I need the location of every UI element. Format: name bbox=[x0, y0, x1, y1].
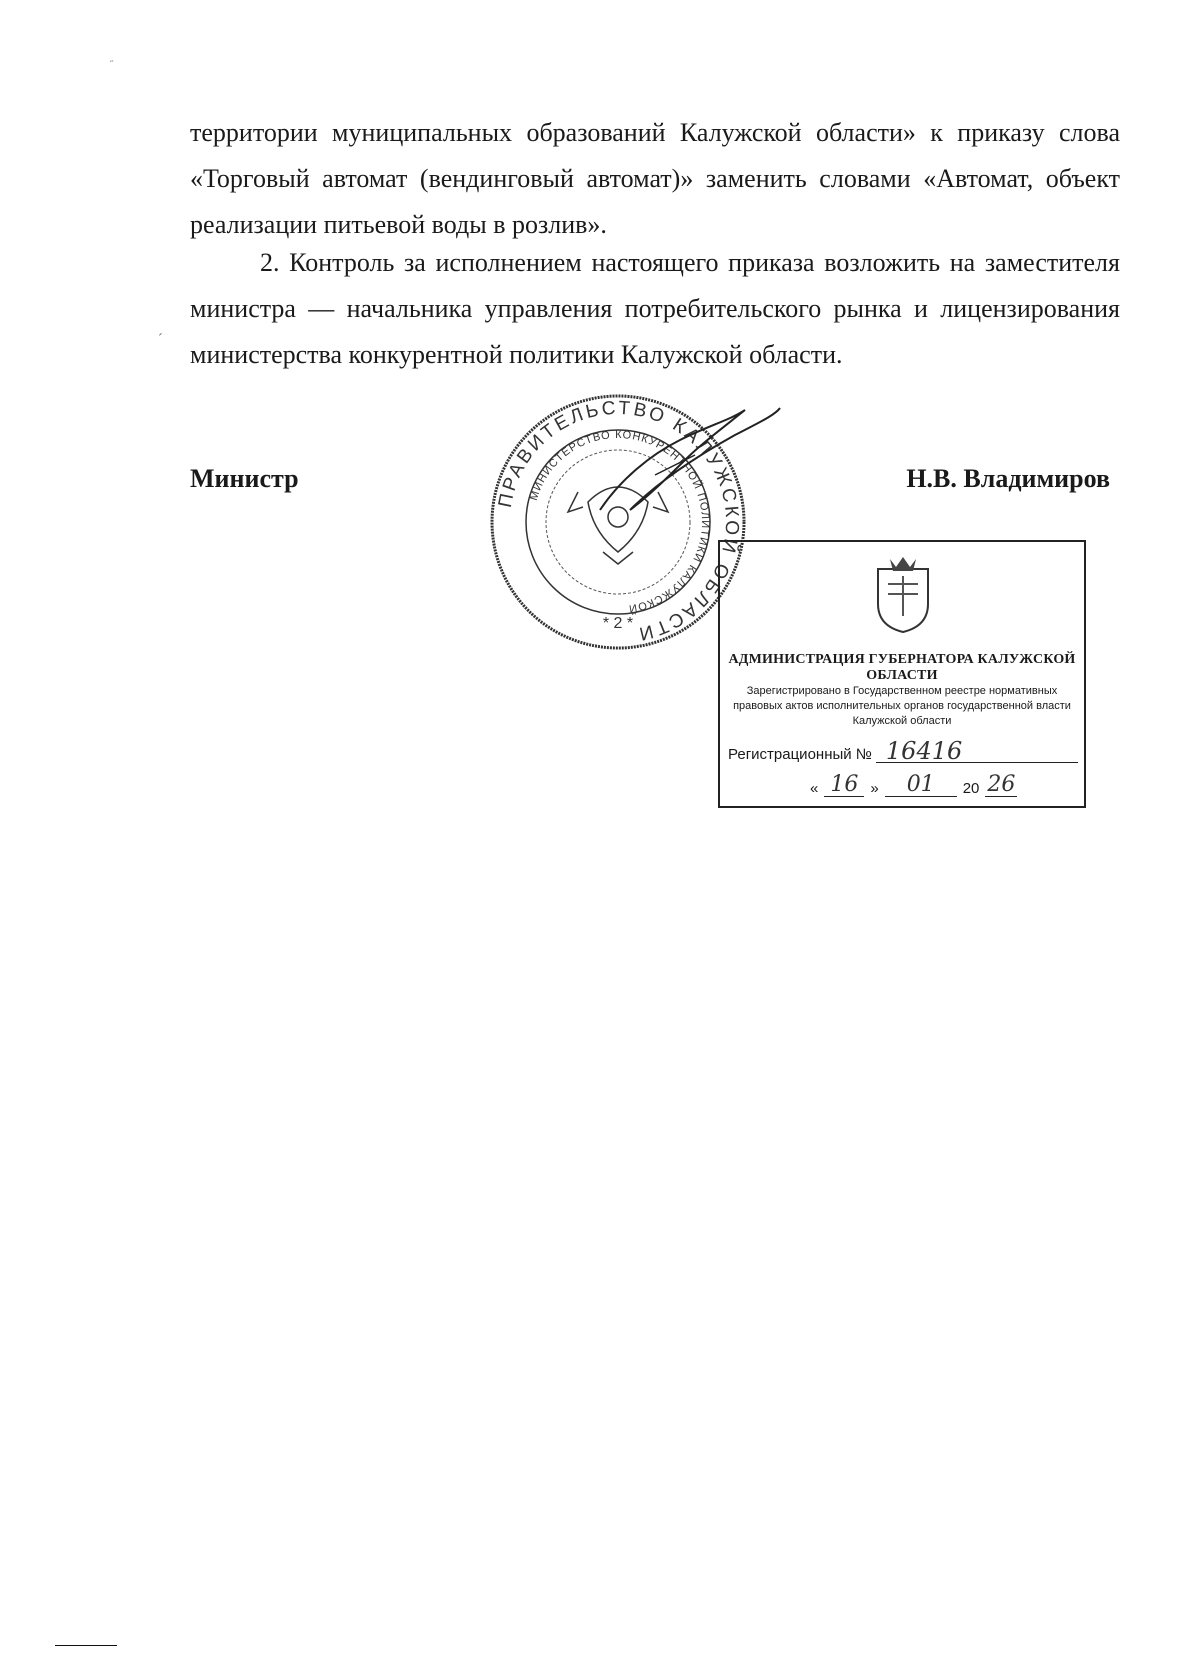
registration-number: 16416 bbox=[876, 740, 1078, 763]
registration-year-prefix: 20 bbox=[962, 780, 980, 797]
handwritten-signature bbox=[560, 400, 800, 530]
registration-month: 01 bbox=[885, 774, 957, 797]
registration-org: АДМИНИСТРАЦИЯ ГУБЕРНАТОРА КАЛУЖСКОЙ ОБЛАСТИ bbox=[728, 652, 1076, 683]
seal-outer-text: ПРАВИТЕЛЬСТВО КАЛУЖСКОЙ ОБЛАСТИ bbox=[494, 397, 743, 645]
signatory-title: Министр bbox=[190, 464, 299, 493]
seal-inner-text: МИНИСТЕРСТВО КОНКУРЕНТНОЙ ПОЛИТИКИ КАЛУЖСКОЙ bbox=[527, 428, 712, 615]
scan-mark: ˝ bbox=[110, 60, 114, 71]
footer-rule bbox=[55, 1645, 117, 1646]
signatory-name: Н.В. Владимиров bbox=[906, 464, 1110, 493]
registration-day: 16 bbox=[824, 774, 864, 797]
registration-number-label: Регистрационный № bbox=[728, 746, 872, 763]
margin-mark: ˊ bbox=[158, 332, 163, 347]
registration-stamp bbox=[718, 540, 1086, 808]
paragraph-control-clause: 2. Контроль за исполнением настоящего приказа возложить на заместителя министра — начальника управления потребительского рынка и лицензирования министерства конкурентной политики Калужской области. bbox=[190, 248, 1120, 369]
registration-date-row: « 16 » 01 20 26 bbox=[810, 772, 1016, 797]
kaluga-coat-of-arms-icon bbox=[868, 554, 938, 634]
registration-text: Зарегистрировано в Государственном реестре нормативных правовых актов исполнительных органов государственной власти Калужской области bbox=[733, 685, 1071, 727]
paragraph-continuation: территории муниципальных образований Калужской области» к приказу слова «Торговый автомат (вендинговый автомат)» заменить словами «Автомат, объект реализации питьевой воды в розлив». bbox=[190, 118, 1120, 239]
registration-year-suffix: 26 bbox=[987, 772, 1016, 797]
seal-bottom-text: * 2 * bbox=[602, 615, 634, 632]
registration-number-row bbox=[728, 737, 1078, 765]
